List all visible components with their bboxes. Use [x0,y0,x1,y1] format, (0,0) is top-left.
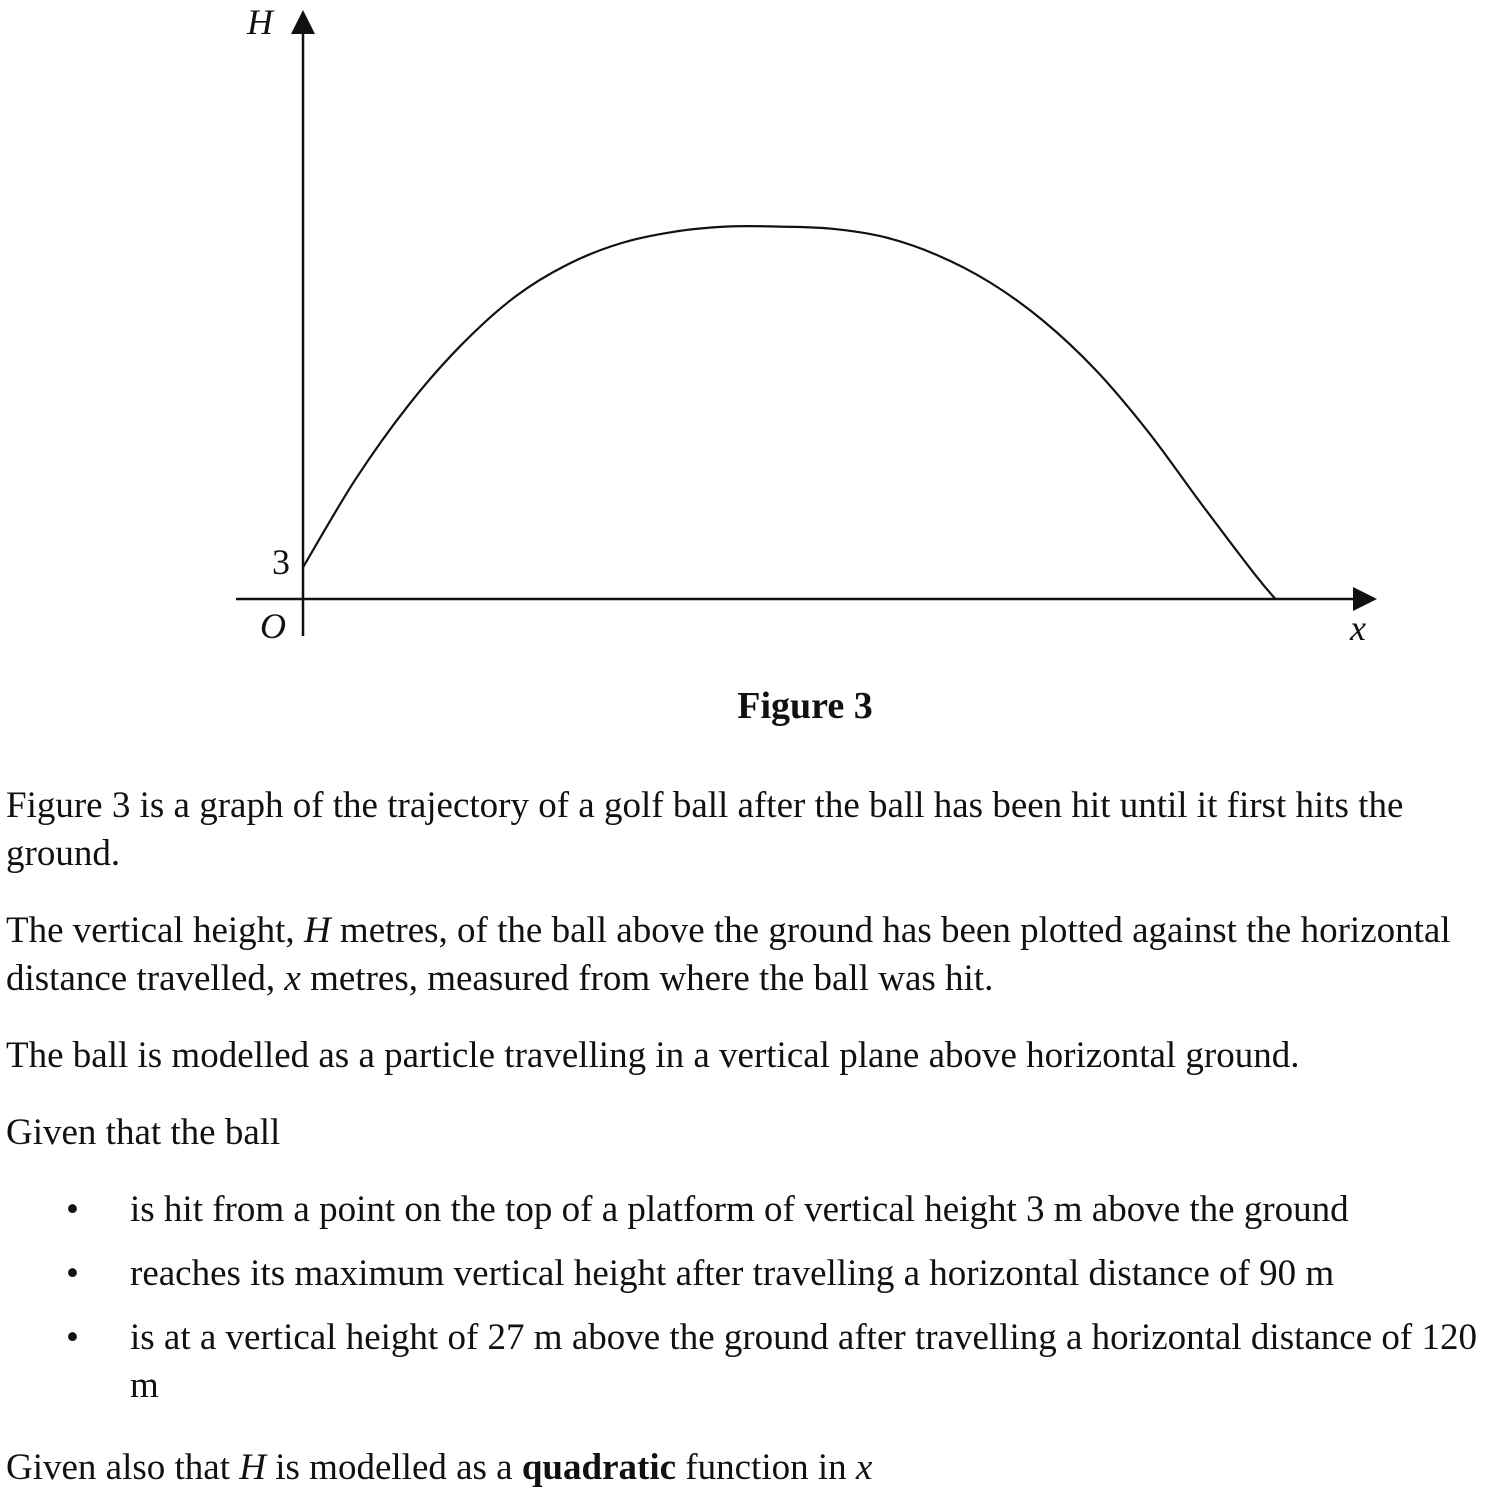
list-item [0,1314,1490,1410]
bullet-text: reaches its maximum vertical height after travelling a horizontal distance of 90 m [130,1253,1335,1294]
p5-text-b: is modelled as a [266,1447,522,1488]
bullet-text: is at a vertical height of 27 m above the ground after travelling a horizontal distance of 120 m [130,1317,1477,1406]
bullet-text: is hit from a point on the top of a platform of vertical height 3 m above the ground [130,1189,1349,1230]
conditions-list [0,1186,1498,1410]
trajectory-curve [303,226,1275,599]
variable-h: H [303,910,331,951]
list-item [0,1250,1490,1314]
paragraph-quadratic [6,1444,1486,1492]
y-axis-label: H [247,2,273,42]
y-axis-arrowhead [291,10,315,34]
trajectory-figure [0,0,1498,680]
variable-h: H [239,1447,266,1488]
p2-text-b: metres, of the ball above the ground has been plotted against the horizontal distance travelled, [6,910,1451,999]
variable-x: x [855,1447,873,1488]
list-item [0,1186,1490,1250]
y-tick-label-3: 3 [272,542,290,582]
bullet-dot: • [66,1317,79,1358]
p2-text-c: metres, measured from where the ball was hit. [300,958,994,999]
paragraph-model: The ball is modelled as a particle travelling in a vertical plane above horizontal ground. [6,1035,1300,1076]
paragraph-variables [6,907,1486,1003]
x-axis-label: x [1350,608,1366,648]
p5-text-c: function in [676,1447,856,1488]
origin-label: O [260,606,286,646]
bullet-dot: • [66,1189,79,1230]
p5-text-a: Given also that [6,1447,240,1488]
emphasis-quadratic: quadratic [521,1447,677,1488]
p2-text-a: The vertical height, [6,910,304,951]
paragraph-intro: Figure 3 is a graph of the trajectory of a golf ball after the ball has been hit until it first hits the ground. [6,785,1404,874]
bullet-dot: • [66,1253,79,1294]
paragraph-given: Given that the ball [6,1112,281,1153]
variable-x: x [284,958,301,999]
figure-caption: Figure 3 [737,685,873,727]
